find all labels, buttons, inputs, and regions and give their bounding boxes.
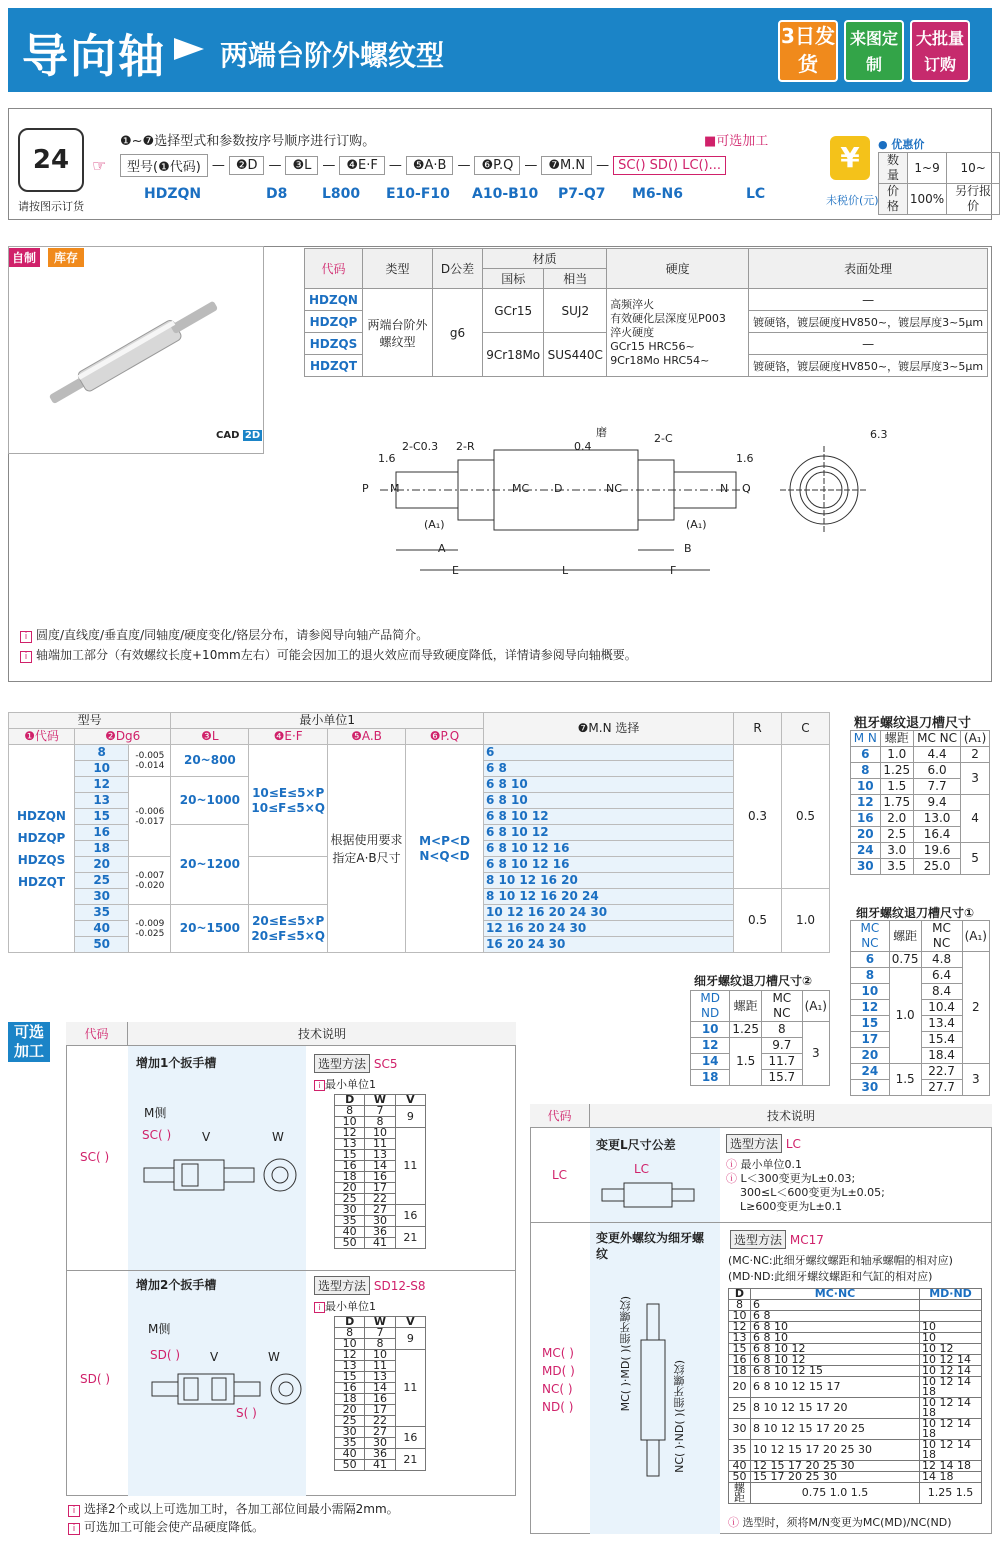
option-sd-drawing <box>148 1370 308 1410</box>
option-note-1: i 选择2个或以上可选加工时，各加工部位间最小需隔2mm。 <box>68 1500 399 1517</box>
label-a1-right: (A₁) <box>686 518 707 531</box>
example-l: L800 <box>322 186 361 202</box>
option-sc-method: 选型方法 SC5 <box>314 1054 397 1073</box>
option-mc-select-note: ⓘ 选型时，须将M/N变更为MC(MD)/NC(ND) <box>728 1516 952 1529</box>
option-lc-title: 变更L尺寸公差 <box>596 1138 676 1152</box>
coarse-table: M N 螺距 MC NC (A₁) 6 1.0 4.4 2 8 1.25 6.0 3 10 1.5 7.7 12 1.75 9.4 4 16 2.0 13.0 20 2.5 16.4 24 3.0 19.6 5 30 3.5 25.0 <box>850 730 990 875</box>
option-mc-title: 变更外螺纹为细牙螺纹 <box>596 1231 705 1261</box>
phone-24-icon: 24 <box>18 128 84 192</box>
label-l: L <box>562 564 569 577</box>
option-sd-v: V <box>210 1350 219 1364</box>
option-note-2: i 可选加工可能会使产品硬度降低。 <box>68 1518 264 1535</box>
field-pq: ❻P.Q <box>474 156 520 175</box>
label-c03: 2-C0.3 <box>402 440 439 453</box>
example-ef: E10-F10 <box>386 186 450 202</box>
tag-self-made: 自制 <box>8 248 40 267</box>
example-d: D8 <box>266 186 288 202</box>
option-sd-mark: SD( ) <box>150 1348 181 1362</box>
option-mc-note-1: (MC·NC:此细牙螺纹螺距和轴承螺帽的相对应) <box>728 1254 953 1267</box>
option-sd-min: i 最小单位1 <box>314 1298 376 1314</box>
example-model: HDZQN <box>144 186 202 202</box>
option-lc-rules: ⓘ 最小单位0.1 ⓘ L＜300变更为L±0.03; 300≤L＜600变更为L±0.05; L≥600变更为L±0.1 <box>726 1158 885 1213</box>
option-mc-codes: MC( ) MD( ) NC( ) ND( ) <box>542 1346 575 1414</box>
option-sc-table: D W V 8 7 9 10 8 12 10 11 13 11 15 13 16 14 18 16 20 17 25 22 30 27 16 35 30 40 36 21 50 41 <box>334 1094 426 1249</box>
badge-custom: 来图定制 <box>844 20 904 82</box>
note-1: i 圆度/直线度/垂直度/同轴度/硬度变化/铬层分布，请参阅导向轴产品简介。 <box>20 626 428 643</box>
option-sc-drawing <box>140 1150 300 1200</box>
option-sc-code: SC( ) <box>80 1150 110 1164</box>
fine2-table: MD ND 螺距 MC NC (A₁) 10 1.25 8 3 12 1.5 9.7 14 11.7 18 15.7 <box>690 990 830 1086</box>
page-subtitle: 两端台阶外螺纹型 <box>220 39 445 72</box>
page-title: 导向轴 <box>22 29 166 83</box>
tax-label: 未税价(元) <box>826 194 879 207</box>
options-code-header: 代码 <box>66 1022 128 1046</box>
label-a1-left: (A₁) <box>424 518 445 531</box>
cad-badge: CAD 2D <box>216 430 261 441</box>
page-header <box>8 8 992 92</box>
option-mc-note-2: (MD·ND:此细牙螺纹螺距和气缸的相对应) <box>728 1270 933 1283</box>
fine1-table: MC NC 螺距 MC NC (A₁) 6 0.75 4.8 2 8 1.0 6.4 10 8.4 12 10.4 15 13.4 17 15.4 20 18.4 24 1.5 22.7 3 30 27.7 <box>850 920 990 1096</box>
order-instruction: ❶~❼选择型式和参数按序号顺序进行订购。 <box>120 134 376 149</box>
field-ef: ❹E·F <box>339 156 384 175</box>
option-sc-w: W <box>272 1130 284 1144</box>
label-e: E <box>452 564 459 577</box>
options-desc-header: 技术说明 <box>128 1022 516 1046</box>
option-sc-side: M侧 <box>144 1106 167 1120</box>
label-2c: 2-C <box>654 432 673 445</box>
option-sd-table: D W V 8 7 9 10 8 12 10 11 13 11 15 13 16 14 18 16 20 17 25 22 30 27 16 35 30 40 36 21 50 41 <box>334 1316 426 1471</box>
badge-bulk: 大批量订购 <box>910 20 970 82</box>
option-lc-drawing <box>598 1180 698 1210</box>
option-sd-side: M侧 <box>148 1322 171 1336</box>
options2-desc-header: 技术说明 <box>590 1104 992 1128</box>
field-l: ❸L <box>285 156 318 175</box>
label-q: Q <box>742 482 751 495</box>
field-d: ❷D <box>229 156 265 175</box>
discount-label: ● 优惠价 <box>878 138 925 151</box>
label-grind: 磨 <box>596 426 607 439</box>
optional-label: ■可选加工 <box>704 134 769 149</box>
label-mc: MC <box>512 482 530 495</box>
example-option: LC <box>746 186 766 202</box>
field-model: 型号(❶代码) <box>120 154 208 177</box>
option-sc-min: i 最小单位1 <box>314 1076 376 1092</box>
label-r04: 0.4 <box>574 440 592 453</box>
label-nc: NC <box>606 482 622 495</box>
options-label: 可选加工 <box>8 1022 50 1062</box>
option-lc-method: 选型方法 LC <box>726 1134 801 1153</box>
phone-label: 请按图示订货 <box>18 200 84 213</box>
option-sc-mark: SC( ) <box>142 1128 172 1142</box>
option-sd-s: S( ) <box>236 1406 257 1420</box>
option-sd-w: W <box>268 1350 280 1364</box>
label-a: A <box>438 542 446 555</box>
note-2: i 轴端加工部分（有效螺纹长度+10mm左右）可能会因加工的退火效应而导致硬度降低，详情请参阅导向轴概要。 <box>20 646 637 663</box>
field-ab: ❺A·B <box>406 156 454 175</box>
fine1-title: 细牙螺纹退刀槽尺寸① <box>856 906 975 920</box>
label-r16-left: 1.6 <box>378 452 396 465</box>
label-f: F <box>670 564 677 577</box>
coarse-title: 粗牙螺纹退刀槽尺寸 <box>854 716 972 731</box>
label-d: D <box>554 482 563 495</box>
arrow-icon <box>174 38 204 60</box>
example-pq: P7-Q7 <box>558 186 606 202</box>
tag-stock: 库存 <box>48 248 84 267</box>
spec-table: 代码 类型 D公差 材质 硬度 表面处理 国标 相当 HDZQN 两端台阶外螺纹型 g6 GCr15 SUJ2 高频淬火 有效硬化层深度见P003 淬火硬度 GCr15 HRC56~ 9Cr18Mo HRC54~ — HDZQP 镀硬铬，镀层硬度HV850~，镀层厚度3~5μm HDZQS 9Cr18Mo SUS440C — HDZQT 镀硬铬，镀层硬度HV850~，镀层厚度3~5μm <box>304 248 988 377</box>
label-m: M <box>390 482 400 495</box>
option-sc-v: V <box>202 1130 211 1144</box>
option-mc-method: 选型方法 MC17 <box>730 1230 824 1249</box>
label-b: B <box>684 542 692 555</box>
badge-3day: 3日发货 <box>778 20 838 82</box>
label-r16-right: 1.6 <box>736 452 754 465</box>
price-table: 数量 1~9 10~ 价格 100% 另行报价 <box>878 152 1000 215</box>
field-mn: ❼M.N <box>541 156 592 175</box>
label-p: P <box>362 482 369 495</box>
hand-icon: ☞ <box>92 156 107 175</box>
option-sd-code: SD( ) <box>80 1372 111 1386</box>
options2-code-header: 代码 <box>530 1104 590 1128</box>
option-lc-mark: LC <box>634 1162 650 1176</box>
field-options: SC() SD() LC()... <box>613 156 726 175</box>
label-n: N <box>720 482 729 495</box>
example-ab: A10-B10 <box>472 186 539 202</box>
option-sc-title: 增加1个扳手槽 <box>136 1056 217 1070</box>
option-mc-drawing <box>638 1300 668 1480</box>
label-r63: 6.3 <box>870 428 888 441</box>
example-mn: M6-N6 <box>632 186 683 202</box>
option-mc-table: D MC·NC MD·ND 8 6 10 6 8 12 6 8 10 10 13 6 8 10 10 15 6 8 10 12 10 12 16 6 8 10 12 10 12 14 18 6 8 10 12 15 10 12 14 20 6 8 10 12 15 17 10 12 14 18 25 8 10 12 15 17 20 10 12 14 18 30 8 10 12 15 17 20 25 10 12 14 18 35 10 12 15 17 20 25 30 10 12 14 18 40 12 15 17 20 25 30 12 14 18 50 15 17 20 25 30 14 18 螺距 0.75 1.0 1.5 1.25 1.5 <box>728 1288 982 1504</box>
order-format: 型号(❶代码) — ❷D — ❸L — ❹E·F — ❺A·B — ❻P.Q — ❼M.N — SC() SD() LC()... <box>120 154 726 177</box>
option-mc-vlabel-1: MC( )·MD( )(细牙螺纹) <box>619 1296 632 1412</box>
main-table: 型号 最小单位1 ❼M.N 选择 R C ❶代码 ❷Dg6 ❸L ❹E·F ❺A.B ❻P.Q HDZQN HDZQP HDZQS HDZQT 8 -0.005 -0.014 20~800 10≤E≤5×P 10≤F≤5×Q 根据使用要求指定A·B尺寸 M<P<D N<Q<D 6 0.3 0.5 10 6 8 12 -0.006 -0.017 20~1000 6 8 10 13 6 8 10 15 6 8 10 12 16 20~1200 6 8 10 12 18 6 8 10 12 16 20 -0.007 -0.020 6 8 10 12 16 25 8 10 12 16 20 30 8 10 12 16 20 24 0.5 1.0 35 -0.009 -0.025 20~1500 20≤E≤5×P 20≤F≤5×Q 10 12 16 20 24 30 40 12 16 20 24 30 50 16 20 24 30 <box>8 712 830 953</box>
option-sd-title: 增加2个扳手槽 <box>136 1278 217 1292</box>
option-sd-method: 选型方法 SD12-S8 <box>314 1276 426 1295</box>
yen-icon: ¥ <box>830 136 870 180</box>
option-mc-vlabel-2: NC( )·ND( )(细牙螺纹) <box>673 1360 686 1473</box>
option-lc-code: LC <box>552 1168 568 1182</box>
product-shaft-image <box>20 280 250 430</box>
label-2r: 2-R <box>456 440 475 453</box>
fine2-title: 细牙螺纹退刀槽尺寸② <box>694 974 813 988</box>
